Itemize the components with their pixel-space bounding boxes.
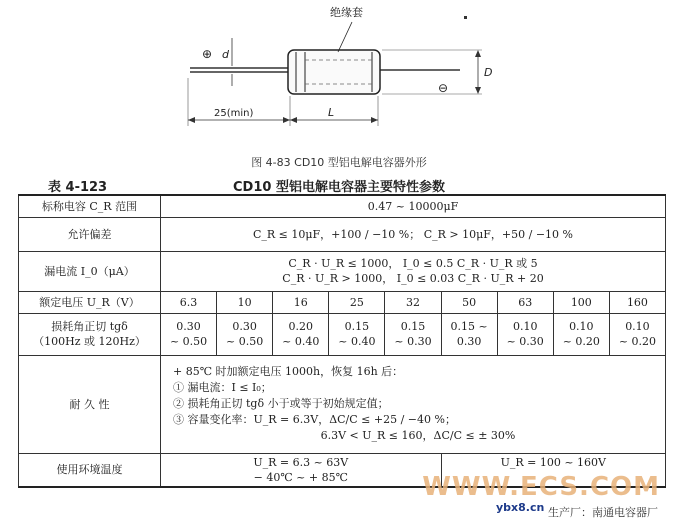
voltage-cell: 16: [273, 291, 329, 313]
loss-top: 0.10: [512, 320, 538, 333]
voltage-cell: 10: [217, 291, 273, 313]
voltage-row: [19, 291, 666, 313]
watermark-logo: WWW.ECS.COM: [422, 472, 660, 502]
durability-row: [19, 355, 666, 453]
durability-item-3: ③ 容量变化率：U_R = 6.3V，ΔC/C ≤ +25 / −40 %；: [173, 413, 456, 426]
temperature-label: 使用环境温度: [19, 453, 161, 487]
temperature-low-voltage: [161, 453, 442, 487]
loss-bottom: ~ 0.30: [394, 335, 432, 348]
plus-terminal-icon: ⊕: [202, 47, 213, 61]
voltage-cell: 63: [497, 291, 553, 313]
loss-bottom: ~ 0.30: [506, 335, 544, 348]
tolerance-value: C_R ≤ 10μF，+100 / −10 %； C_R > 10μF，+50 / −10 %: [161, 217, 666, 251]
temperature-low-voltage-temp: − 40℃ ~ + 85℃: [253, 470, 348, 484]
voltage-cell: 100: [553, 291, 609, 313]
voltage-cell: 50: [441, 291, 497, 313]
durability-value: [161, 355, 666, 453]
loss-tangent-cell: [553, 313, 609, 355]
loss-top: 0.15: [400, 320, 426, 333]
leakage-value: [161, 251, 666, 291]
voltage-cell: 6.3: [161, 291, 217, 313]
loss-tangent-cell: [329, 313, 385, 355]
capacitance-label: 标称电容 C_R 范围: [19, 195, 161, 217]
speck-mark: [464, 16, 467, 19]
durability-intro: + 85℃ 时加额定电压 1000h，恢复 16h 后：: [173, 365, 404, 378]
loss-tangent-label-line-2: （100Hz 或 120Hz）: [33, 335, 146, 348]
loss-tangent-cell: [609, 313, 665, 355]
temperature-high-voltage-range: U_R = 100 ~ 160V: [500, 456, 606, 470]
loss-tangent-cell: [385, 313, 441, 355]
table-number: 表 4-123: [48, 180, 108, 195]
capacitance-value: 0.47 ~ 10000μF: [161, 195, 666, 217]
loss-tangent-label: [19, 313, 161, 355]
leakage-label: 漏电流 I_0（μA）: [19, 251, 161, 291]
voltage-cell: 32: [385, 291, 441, 313]
loss-bottom: ~ 0.20: [562, 335, 600, 348]
loss-tangent-label-line-1: 损耗角正切 tgδ: [51, 320, 128, 333]
voltage-cell: 25: [329, 291, 385, 313]
loss-bottom: 0.30: [456, 335, 482, 348]
manufacturer-note: 生产厂：南通电容器厂: [548, 506, 658, 519]
loss-top: 0.20: [288, 320, 314, 333]
loss-tangent-cell: [273, 313, 329, 355]
loss-top: 0.15 ~: [450, 320, 488, 333]
loss-tangent-cell: [441, 313, 497, 355]
minus-terminal-icon: ⊖: [438, 81, 449, 95]
loss-bottom: ~ 0.50: [169, 335, 208, 348]
leakage-line-1: C_R · U_R ≤ 1000， I_0 ≤ 0.5 C_R · U_R 或 5: [288, 257, 538, 270]
lead-length-label: 25(min): [214, 108, 254, 119]
durability-label: 耐 久 性: [19, 355, 161, 453]
loss-top: 0.10: [625, 320, 650, 333]
loss-top: 0.10: [569, 320, 594, 333]
durability-item-2: ② 损耗角正切 tgδ 小于或等于初始规定值；: [173, 397, 389, 410]
loss-bottom: ~ 0.40: [282, 335, 320, 348]
spec-table: [18, 194, 666, 488]
durability-item-1: ① 漏电流：I ≤ I₀；: [173, 381, 272, 394]
loss-top: 0.30: [176, 320, 201, 333]
loss-tangent-cell: [217, 313, 273, 355]
leakage-line-2: C_R · U_R > 1000， I_0 ≤ 0.03 C_R · U_R + 20: [282, 272, 544, 285]
loss-bottom: ~ 0.20: [618, 335, 657, 348]
tolerance-label: 允许偏差: [19, 217, 161, 251]
temperature-low-voltage-range: U_R = 6.3 ~ 63V: [253, 455, 349, 469]
loss-tangent-row: [19, 313, 666, 355]
capacitor-outline-diagram: [0, 0, 678, 160]
lead-diameter-label: d: [222, 48, 229, 61]
figure-caption: 图 4-83 CD10 型铝电解电容器外形: [251, 156, 427, 169]
loss-top: 0.30: [232, 320, 257, 333]
loss-bottom: ~ 0.40: [338, 335, 376, 348]
watermark-url: ybx8.cn: [496, 501, 545, 514]
durability-item-4: 6.3V < U_R ≤ 160，ΔC/C ≤ ± 30%: [320, 429, 516, 442]
loss-tangent-cell: [161, 313, 217, 355]
insulation-label: 绝缘套: [330, 6, 363, 19]
voltage-cell: 160: [609, 291, 665, 313]
loss-top: 0.15: [344, 320, 370, 333]
loss-tangent-cell: [497, 313, 553, 355]
leakage-row: [19, 251, 666, 291]
body-diameter-label: D: [484, 66, 493, 79]
body-length-label: L: [328, 106, 335, 119]
voltage-label: 额定电压 U_R（V）: [19, 291, 161, 313]
capacitance-row: [19, 195, 666, 217]
table-title: CD10 型铝电解电容器主要特性参数: [233, 180, 445, 195]
loss-bottom: ~ 0.50: [226, 335, 264, 348]
tolerance-row: [19, 217, 666, 251]
